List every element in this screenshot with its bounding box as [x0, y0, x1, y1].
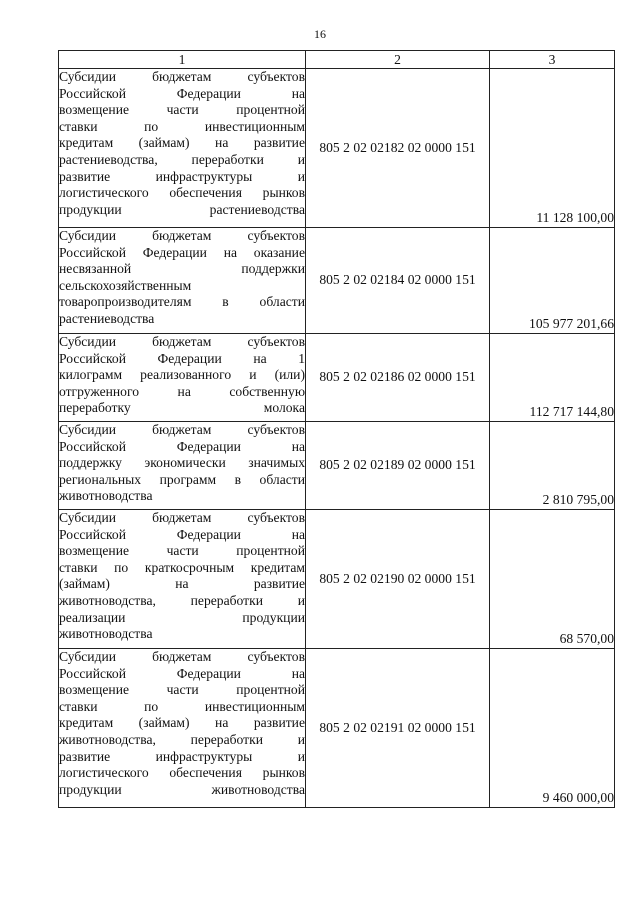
- row-budget-code: 805 2 02 02186 02 0000 151: [306, 334, 490, 422]
- table-row: [59, 334, 615, 422]
- description-line: животноводства, переработки и: [59, 592, 305, 608]
- description-line: Субсидии бюджетам субъектов: [59, 510, 305, 525]
- description-line: животноводства: [59, 488, 153, 504]
- description-line: продукции животноводства: [59, 781, 305, 797]
- description-line: поддержку экономически значимых: [59, 455, 305, 471]
- row-budget-code: 805 2 02 02184 02 0000 151: [306, 228, 490, 334]
- table-row: [59, 510, 615, 649]
- description-line: (займам) на развитие: [59, 576, 305, 592]
- description-line: Российской Федерации на оказание: [59, 244, 305, 260]
- description-line: животноводства, переработки и: [59, 731, 305, 747]
- description-line: возмещение части процентной: [59, 543, 305, 559]
- row-amount: 2 810 795,00: [490, 422, 615, 510]
- description-line: растениеводства, переработки и: [59, 151, 305, 167]
- description-line: возмещение части процентной: [59, 682, 305, 698]
- description-line: ставки по инвестиционным: [59, 118, 305, 134]
- description-line: Российской Федерации на: [59, 438, 305, 454]
- table-row: [59, 422, 615, 510]
- description-line: реализации продукции: [59, 609, 305, 625]
- row-budget-code: 805 2 02 02190 02 0000 151: [306, 510, 490, 649]
- row-description: [59, 69, 306, 228]
- row-amount: 112 717 144,80: [490, 334, 615, 422]
- description-line: килограмм реализованного и (или): [59, 367, 305, 383]
- description-line: Российской Федерации на: [59, 85, 305, 101]
- description-line: несвязанной поддержки: [59, 261, 305, 277]
- description-line: Субсидии бюджетам субъектов: [59, 69, 305, 84]
- page-number: 16: [314, 27, 326, 41]
- row-description: [59, 422, 306, 510]
- description-line: возмещение части процентной: [59, 102, 305, 118]
- row-description: [59, 510, 306, 649]
- column-header-3: 3: [490, 51, 615, 69]
- description-line: отгруженного на собственную: [59, 383, 305, 399]
- description-line: ставки по краткосрочным кредитам: [59, 559, 305, 575]
- description-line: ставки по инвестиционным: [59, 698, 305, 714]
- description-line: Российской Федерации на: [59, 665, 305, 681]
- row-budget-code: 805 2 02 02189 02 0000 151: [306, 422, 490, 510]
- row-description: [59, 334, 306, 422]
- column-header-1: 1: [59, 51, 306, 69]
- row-description: [59, 649, 306, 808]
- description-line: кредитам (займам) на развитие: [59, 715, 305, 731]
- table-row: [59, 69, 615, 228]
- description-line: Субсидии бюджетам субъектов: [59, 422, 305, 437]
- description-line: растениеводства: [59, 310, 155, 326]
- description-line: Субсидии бюджетам субъектов: [59, 334, 305, 349]
- table-row: [59, 649, 615, 808]
- table-body: [59, 69, 615, 808]
- description-line: переработку молока: [59, 400, 305, 416]
- row-description: [59, 228, 306, 334]
- row-amount: 105 977 201,66: [490, 228, 615, 334]
- description-line: Российской Федерации на: [59, 526, 305, 542]
- description-line: логистического обеспечения рынков: [59, 765, 305, 781]
- row-amount: 68 570,00: [490, 510, 615, 649]
- description-line: Российской Федерации на 1: [59, 350, 305, 366]
- column-header-2: 2: [306, 51, 490, 69]
- budget-revenue-table: [58, 50, 615, 808]
- description-line: логистического обеспечения рынков: [59, 185, 305, 201]
- table-row: [59, 228, 615, 334]
- description-line: Субсидии бюджетам субъектов: [59, 649, 305, 664]
- description-line: Субсидии бюджетам субъектов: [59, 228, 305, 243]
- description-line: развитие инфраструктуры и: [59, 168, 305, 184]
- description-line: животноводства: [59, 626, 153, 642]
- description-line: товаропроизводителям в области: [59, 294, 305, 310]
- row-budget-code: 805 2 02 02182 02 0000 151: [306, 69, 490, 228]
- table-header-row: [59, 51, 615, 69]
- row-amount: 9 460 000,00: [490, 649, 615, 808]
- description-line: сельскохозяйственным: [59, 277, 192, 293]
- description-line: региональных программ в области: [59, 471, 305, 487]
- row-amount: 11 128 100,00: [490, 69, 615, 228]
- row-budget-code: 805 2 02 02191 02 0000 151: [306, 649, 490, 808]
- description-line: кредитам (займам) на развитие: [59, 135, 305, 151]
- description-line: развитие инфраструктуры и: [59, 748, 305, 764]
- description-line: продукции растениеводства: [59, 201, 305, 217]
